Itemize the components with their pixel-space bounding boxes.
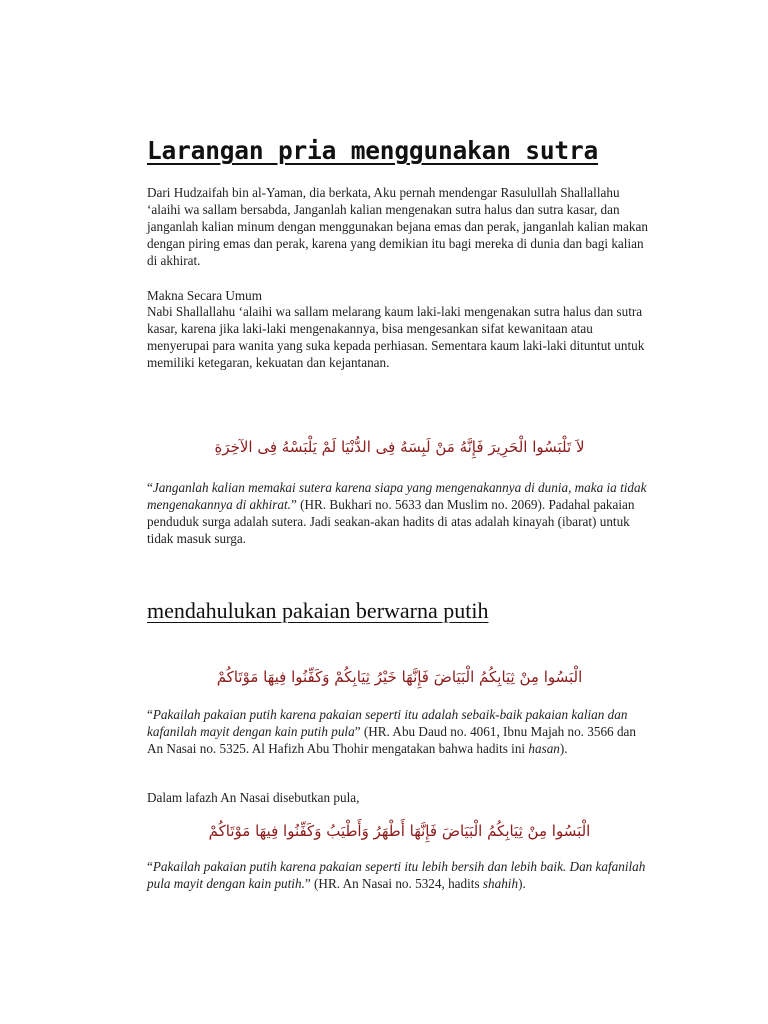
translation-rest-a: ” (HR. Abu Daud no. 4061, Ibnu Majah no. 3566 dan An Nasai no. 5325. Al Hafizh Abu Thohir mengatakan bahwa hadits ini [147,724,636,756]
arabic-hadith-putih-2: الْبَسُوا مِنْ ثِيَابِكُمُ الْبَيَاضَ فَإِنَّهَا أَطْهَرُ وَأَطْيَبُ وَكَفِّنُوا فِيهَا مَوْتَاكُمْ [208,822,591,840]
lafazh-line: Dalam lafazh An Nasai disebutkan pula, [147,790,360,805]
makna-paragraph: Nabi Shallallahu ‘alaihi wa sallam melarang kaum laki-laki mengenakan sutra halus dan sutra kasar, karena jika laki-laki mengenakannya, bisa mengesankan sifat kewanitaan atau menyerupai para wanita yang suka kepada perhiasan. Sementara kaum laki-laki dituntut untuk memiliki ketegaran, kekuatan dan kejantanan. [147,304,645,370]
intro-paragraph: Dari Hudzaifah bin al-Yaman, dia berkata, Aku pernah mendengar Rasulullah Shallallahu ‘alaihi wa sallam bersabda, Janganlah kalian mengenakan sutra halus dan sutra kasar, dan janganlah kalian minum dengan menggunakan bejana emas dan perak, janganlah kalian makan dengan piring emas dan perak, karena yang demikian itu bagi mereka di dunia dan bagi kalian di akhirat. [147,185,648,268]
translation-italic: Janganlah kalian memakai sutera karena siapa yang mengenakannya di dunia, maka ia tidak mengenakannya di akhirat. [147,480,647,512]
quote-open: “ [147,480,153,495]
arabic-hadith-sutra: لاَ تَلْبَسُوا الْحَرِيرَ فَإِنَّهُ مَنْ لَبِسَهُ فِى الدُّنْيَا لَمْ يَلْبَسْهُ فِى الآخِرَةِ [214,438,585,456]
makna-title: Makna Secara Umum [147,288,262,303]
translation-paragraph-putih-2 [147,858,652,892]
shahih-label: shahih [482,876,519,891]
arabic-hadith-putih-1: الْبَسُوا مِنْ ثِيَابِكُمُ الْبَيَاضَ فَإِنَّهَا خَيْرُ ثِيَابِكُمْ وَكَفِّنُوا فِيهَا مَوْتَاكُمْ [216,668,583,686]
translation-paragraph-putih-1 [147,706,652,757]
hasan-label: hasan [528,741,560,756]
quote-open: “ [147,859,153,874]
translation-rest-b: ). [518,876,526,891]
translation-paragraph-sutra [147,479,652,547]
translation-italic: Pakailah pakaian putih karena pakaian seperti itu lebih bersih dan lebih baik. Dan kafanilah pula mayit dengan kain putih. [147,859,646,891]
translation-rest: ” (HR. Bukhari no. 5633 dan Muslim no. 2069). Padahal pakaian penduduk surga adalah sutera. Jadi seakan-akan hadits di atas adalah kinayah (ibarat) untuk tidak masuk surga. [147,497,635,546]
translation-rest-a: ” (HR. An Nasai no. 5324, hadits [304,876,483,891]
section-heading-putih: mendahulukan pakaian berwarna putih [147,598,489,623]
section-heading-sutra: Larangan pria menggunakan sutra [147,136,599,165]
translation-italic: Pakailah pakaian putih karena pakaian seperti itu adalah sebaik-baik pakaian kalian dan kafanilah mayit dengan kain putih pula [147,707,628,739]
quote-open: “ [147,707,153,722]
translation-rest-b: ). [559,741,568,756]
